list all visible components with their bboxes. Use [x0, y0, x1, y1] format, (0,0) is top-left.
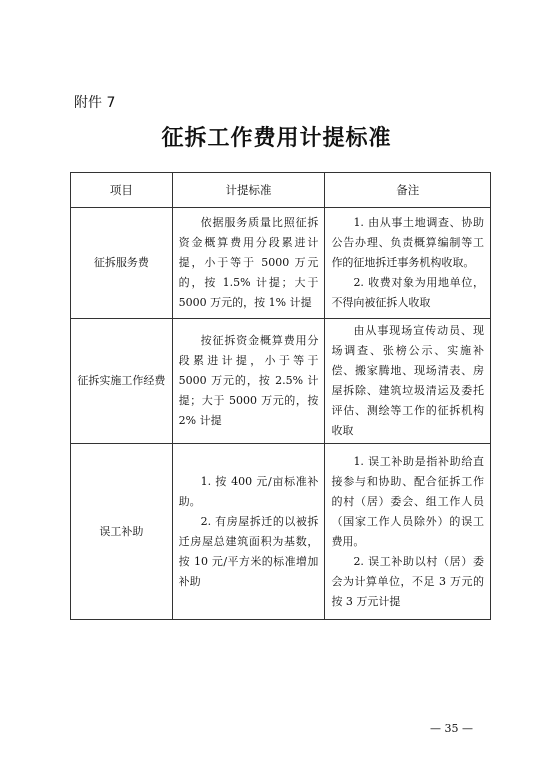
header-item: 项目 [71, 173, 173, 208]
item-cell: 征拆服务费 [71, 208, 173, 319]
standard-text: 按征拆资金概算费用分段累进计提，小于等于 5000 万元的，按 2.5% 计提；大于 5000 万元的，按 2% 计提 [178, 334, 319, 427]
remarks-text: 由从事现场宣传动员、现场调查、张榜公示、实施补偿、搬家腾地、现场清表、房屋拆除、建筑垃圾清运及委托评估、测绘等工作的征拆机构收取 [331, 324, 484, 437]
standard-cell [172, 319, 325, 444]
remarks-text: 1. 由从事土地调查、协助公告办理、负责概算编制等工作的征地拆迁事务机构收取。 [331, 216, 484, 269]
standard-text: 2. 有房屋拆迁的以被拆迁房屋总建筑面积为基数，按 10 元/平方米的标准增加补助 [178, 514, 319, 588]
fee-standard-table [70, 172, 491, 620]
header-standard: 计提标准 [172, 173, 325, 208]
attachment-label: 附件 7 [74, 95, 116, 111]
item-cell: 误工补助 [71, 444, 173, 620]
standard-cell [172, 208, 325, 319]
remarks-text: 2. 收费对象为用地单位，不得向被征拆人收取 [331, 276, 484, 309]
standard-cell [172, 444, 325, 620]
remarks-cell [325, 208, 491, 319]
table-row [71, 319, 491, 444]
header-remarks: 备注 [325, 173, 491, 208]
item-cell: 征拆实施工作经费 [71, 319, 173, 444]
table-row [71, 444, 491, 620]
standard-text: 依据服务质量比照征拆资金概算费用分段累进计提，小于等于 5000 万元的，按 1.5% 计提；大于 5000 万元的，按 1% 计提 [178, 216, 319, 309]
remarks-cell [325, 319, 491, 444]
remarks-cell [325, 444, 491, 620]
table-header-row [71, 173, 491, 208]
standard-text: 1. 按 400 元/亩标准补助。 [178, 474, 319, 508]
page-title: 征拆工作费用计提标准 [161, 126, 392, 151]
page-number: — 35 — [430, 722, 473, 735]
table-row [71, 208, 491, 319]
remarks-text: 1. 误工补助是指补助给直接参与和协助、配合征拆工作的村（居）委会、组工作人员（国家工作人员除外）的误工费用。 [331, 454, 484, 548]
remarks-text: 2. 误工补助以村（居）委会为计算单位，不足 3 万元的按 3 万元计提 [331, 554, 484, 608]
